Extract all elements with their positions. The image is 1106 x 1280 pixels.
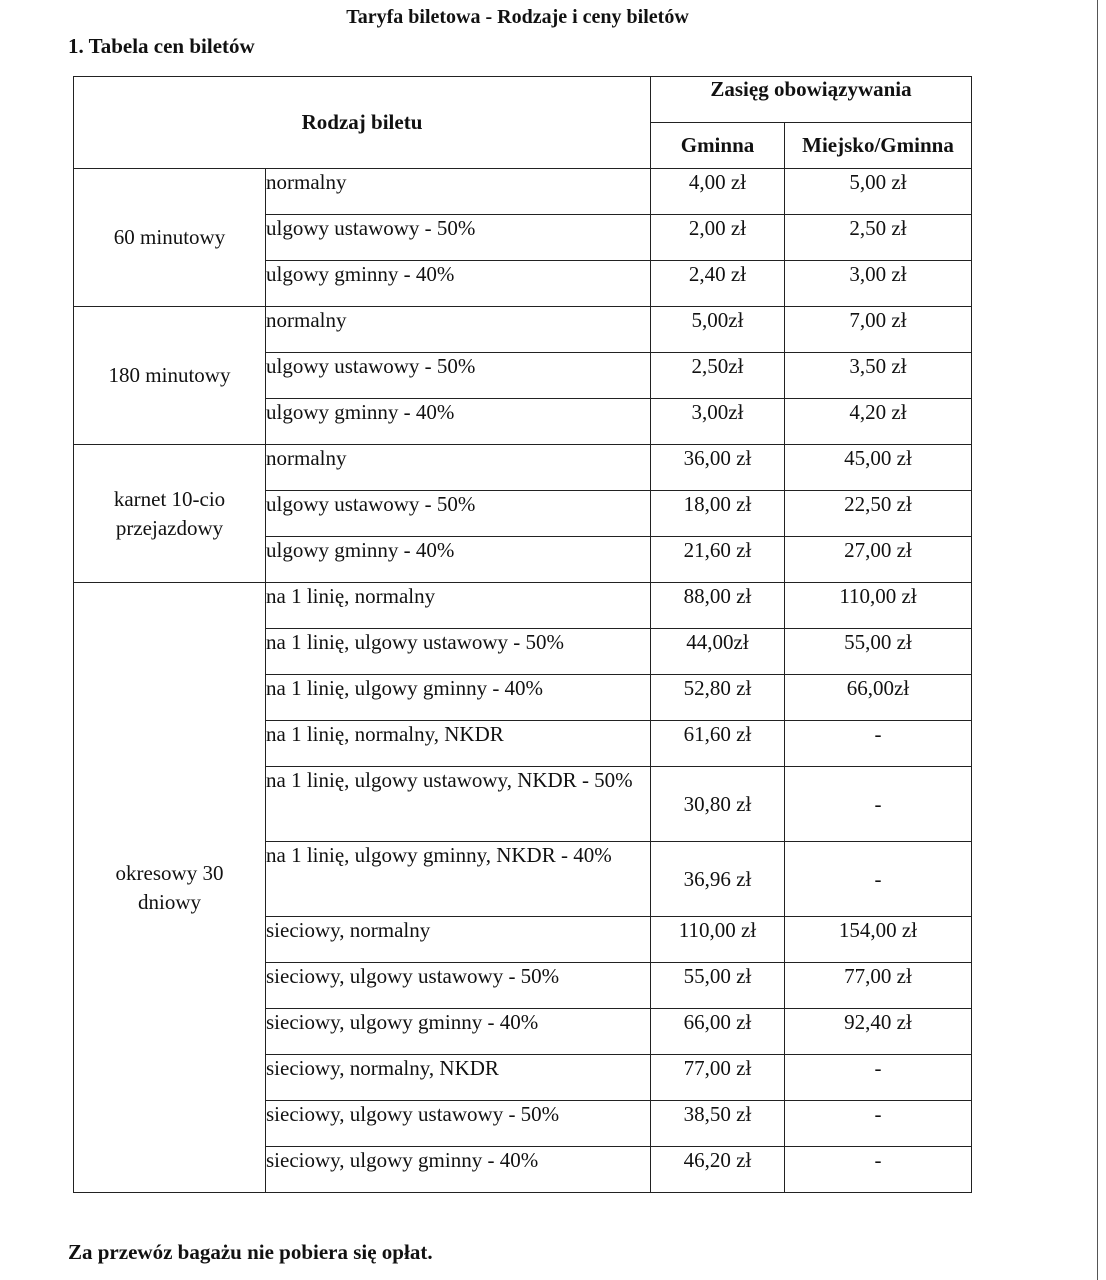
variant-cell: ulgowy ustawowy - 50% bbox=[266, 353, 651, 399]
price-miejsko: - bbox=[785, 1147, 972, 1193]
price-gminna: 61,60 zł bbox=[651, 721, 785, 767]
price-miejsko: - bbox=[785, 1101, 972, 1147]
variant-cell: na 1 linię, ulgowy ustawowy, NKDR - 50% bbox=[266, 767, 651, 842]
variant-cell: normalny bbox=[266, 169, 651, 215]
price-gminna: 110,00 zł bbox=[651, 917, 785, 963]
price-miejsko: 27,00 zł bbox=[785, 537, 972, 583]
variant-cell: ulgowy gminny - 40% bbox=[266, 399, 651, 445]
price-gminna: 4,00 zł bbox=[651, 169, 785, 215]
price-miejsko: 77,00 zł bbox=[785, 963, 972, 1009]
price-gminna: 2,00 zł bbox=[651, 215, 785, 261]
table-row bbox=[74, 169, 972, 215]
price-gminna: 55,00 zł bbox=[651, 963, 785, 1009]
price-gminna: 2,40 zł bbox=[651, 261, 785, 307]
variant-cell: ulgowy gminny - 40% bbox=[266, 261, 651, 307]
price-miejsko: - bbox=[785, 767, 972, 842]
group-label: okresowy 30 dniowy bbox=[74, 583, 266, 1193]
price-miejsko: 4,20 zł bbox=[785, 399, 972, 445]
price-miejsko: 154,00 zł bbox=[785, 917, 972, 963]
price-miejsko: - bbox=[785, 1055, 972, 1101]
price-miejsko: 110,00 zł bbox=[785, 583, 972, 629]
price-miejsko: 55,00 zł bbox=[785, 629, 972, 675]
variant-cell: sieciowy, ulgowy gminny - 40% bbox=[266, 1009, 651, 1055]
group-label: 60 minutowy bbox=[74, 169, 266, 307]
price-gminna: 52,80 zł bbox=[651, 675, 785, 721]
footer-note: Za przewóz bagażu nie pobiera się opłat. bbox=[68, 1240, 433, 1264]
variant-cell: na 1 linię, normalny, NKDR bbox=[266, 721, 651, 767]
variant-cell: na 1 linię, ulgowy ustawowy - 50% bbox=[266, 629, 651, 675]
price-miejsko: 45,00 zł bbox=[785, 445, 972, 491]
price-gminna: 36,00 zł bbox=[651, 445, 785, 491]
price-gminna: 21,60 zł bbox=[651, 537, 785, 583]
header-ticket-type: Rodzaj biletu bbox=[74, 77, 651, 169]
variant-cell: sieciowy, normalny, NKDR bbox=[266, 1055, 651, 1101]
price-gminna: 77,00 zł bbox=[651, 1055, 785, 1101]
price-gminna: 5,00zł bbox=[651, 307, 785, 353]
document-title: Taryfa biletowa - Rodzaje i ceny biletów bbox=[346, 6, 689, 28]
page-edge-divider bbox=[1097, 0, 1098, 1280]
price-miejsko: - bbox=[785, 721, 972, 767]
price-miejsko: 92,40 zł bbox=[785, 1009, 972, 1055]
ticket-price-table bbox=[73, 76, 972, 1193]
price-gminna: 3,00zł bbox=[651, 399, 785, 445]
table-row bbox=[74, 445, 972, 491]
price-miejsko: - bbox=[785, 842, 972, 917]
variant-cell: na 1 linię, ulgowy gminny - 40% bbox=[266, 675, 651, 721]
variant-cell: ulgowy gminny - 40% bbox=[266, 537, 651, 583]
header-miejsko-gminna: Miejsko/Gminna bbox=[785, 123, 972, 169]
price-gminna: 88,00 zł bbox=[651, 583, 785, 629]
group-label: 180 minutowy bbox=[74, 307, 266, 445]
variant-cell: normalny bbox=[266, 445, 651, 491]
price-miejsko: 22,50 zł bbox=[785, 491, 972, 537]
price-gminna: 44,00zł bbox=[651, 629, 785, 675]
price-gminna: 2,50zł bbox=[651, 353, 785, 399]
price-gminna: 38,50 zł bbox=[651, 1101, 785, 1147]
price-miejsko: 3,00 zł bbox=[785, 261, 972, 307]
table-row bbox=[74, 583, 972, 629]
price-gminna: 46,20 zł bbox=[651, 1147, 785, 1193]
price-miejsko: 2,50 zł bbox=[785, 215, 972, 261]
variant-cell: sieciowy, ulgowy ustawowy - 50% bbox=[266, 963, 651, 1009]
price-miejsko: 66,00zł bbox=[785, 675, 972, 721]
table-row bbox=[74, 307, 972, 353]
variant-cell: sieciowy, normalny bbox=[266, 917, 651, 963]
price-gminna: 18,00 zł bbox=[651, 491, 785, 537]
variant-cell: sieciowy, ulgowy gminny - 40% bbox=[266, 1147, 651, 1193]
price-gminna: 36,96 zł bbox=[651, 842, 785, 917]
variant-cell: ulgowy ustawowy - 50% bbox=[266, 215, 651, 261]
section-heading: 1. Tabela cen biletów bbox=[68, 34, 255, 58]
variant-cell: sieciowy, ulgowy ustawowy - 50% bbox=[266, 1101, 651, 1147]
variant-cell: na 1 linię, ulgowy gminny, NKDR - 40% bbox=[266, 842, 651, 917]
variant-cell: ulgowy ustawowy - 50% bbox=[266, 491, 651, 537]
header-range: Zasięg obowiązywania bbox=[651, 77, 972, 123]
variant-cell: normalny bbox=[266, 307, 651, 353]
price-miejsko: 7,00 zł bbox=[785, 307, 972, 353]
price-gminna: 66,00 zł bbox=[651, 1009, 785, 1055]
price-miejsko: 3,50 zł bbox=[785, 353, 972, 399]
header-gminna: Gminna bbox=[651, 123, 785, 169]
price-miejsko: 5,00 zł bbox=[785, 169, 972, 215]
variant-cell: na 1 linię, normalny bbox=[266, 583, 651, 629]
price-gminna: 30,80 zł bbox=[651, 767, 785, 842]
group-label: karnet 10-cio przejazdowy bbox=[74, 445, 266, 583]
